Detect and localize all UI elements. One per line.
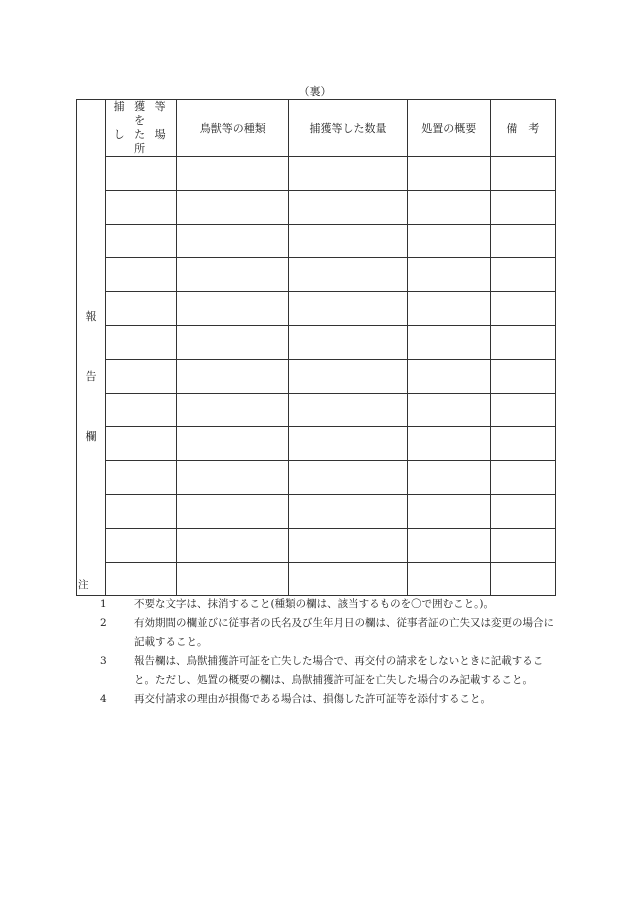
table-cell[interactable] bbox=[407, 258, 490, 292]
table-row bbox=[77, 190, 556, 224]
table-cell[interactable] bbox=[289, 393, 407, 427]
table-cell[interactable] bbox=[289, 157, 407, 191]
table-cell[interactable] bbox=[106, 494, 177, 528]
table-cell[interactable] bbox=[490, 528, 555, 562]
table-row bbox=[77, 359, 556, 393]
side-label-char: 報 bbox=[85, 309, 97, 323]
table-cell[interactable] bbox=[407, 325, 490, 359]
table-cell[interactable] bbox=[407, 224, 490, 258]
notes-section bbox=[78, 576, 558, 709]
report-side-label bbox=[77, 157, 106, 596]
table-cell[interactable] bbox=[177, 528, 289, 562]
table-cell[interactable] bbox=[407, 461, 490, 495]
table-row bbox=[77, 427, 556, 461]
table-cell[interactable] bbox=[106, 325, 177, 359]
note-number: 3 bbox=[100, 655, 107, 667]
table-cell[interactable] bbox=[289, 190, 407, 224]
table-header-row bbox=[77, 100, 556, 157]
table-cell[interactable] bbox=[177, 292, 289, 326]
table-cell[interactable] bbox=[490, 157, 555, 191]
table-cell[interactable] bbox=[106, 393, 177, 427]
table-cell[interactable] bbox=[106, 292, 177, 326]
table-cell[interactable] bbox=[490, 461, 555, 495]
table-cell[interactable] bbox=[289, 325, 407, 359]
note-item bbox=[78, 690, 558, 709]
note-item bbox=[78, 595, 558, 614]
table-cell[interactable] bbox=[490, 224, 555, 258]
side-header-cell bbox=[77, 100, 106, 157]
table-cell[interactable] bbox=[407, 494, 490, 528]
header-species: 鳥獣等の種類 bbox=[177, 100, 289, 157]
note-number: 2 bbox=[100, 617, 107, 629]
notes-list bbox=[78, 595, 558, 709]
table-cell[interactable] bbox=[177, 427, 289, 461]
page-title: （裏） bbox=[298, 85, 332, 98]
table-cell[interactable] bbox=[490, 359, 555, 393]
table-cell[interactable] bbox=[289, 292, 407, 326]
table-row bbox=[77, 393, 556, 427]
table-cell[interactable] bbox=[289, 494, 407, 528]
side-label-char: 告 bbox=[85, 369, 97, 383]
table-cell[interactable] bbox=[289, 427, 407, 461]
note-text: 不要な文字は、抹消すること(種類の欄は、該当するものを〇で囲むこと。)。 bbox=[134, 598, 494, 610]
table-cell[interactable] bbox=[289, 258, 407, 292]
table-cell[interactable] bbox=[490, 292, 555, 326]
table-cell[interactable] bbox=[289, 359, 407, 393]
table-cell[interactable] bbox=[407, 393, 490, 427]
table-cell[interactable] bbox=[106, 258, 177, 292]
table-row bbox=[77, 224, 556, 258]
header-quantity: 捕獲等した数量 bbox=[289, 100, 407, 157]
table-cell[interactable] bbox=[289, 224, 407, 258]
note-item bbox=[78, 614, 558, 652]
note-text: 有効期間の欄並びに従事者の氏名及び生年月日の欄は、従事者証の亡失又は変更の場合に記載すること。 bbox=[134, 617, 554, 648]
table-cell[interactable] bbox=[177, 494, 289, 528]
table-cell[interactable] bbox=[490, 393, 555, 427]
note-number: 1 bbox=[100, 598, 107, 610]
note-text: 再交付請求の理由が損傷である場合は、損傷した許可証等を添付すること。 bbox=[134, 693, 491, 705]
table-cell[interactable] bbox=[106, 157, 177, 191]
note-number: 4 bbox=[100, 693, 107, 705]
table-cell[interactable] bbox=[106, 528, 177, 562]
table-cell[interactable] bbox=[407, 528, 490, 562]
table-cell[interactable] bbox=[407, 157, 490, 191]
table-cell[interactable] bbox=[490, 325, 555, 359]
table-cell[interactable] bbox=[177, 190, 289, 224]
notes-heading: 注 bbox=[78, 579, 89, 591]
table-row bbox=[77, 157, 556, 191]
table-cell[interactable] bbox=[407, 292, 490, 326]
table-cell[interactable] bbox=[106, 427, 177, 461]
table-cell[interactable] bbox=[490, 258, 555, 292]
table-row bbox=[77, 528, 556, 562]
table-cell[interactable] bbox=[407, 427, 490, 461]
table-cell[interactable] bbox=[490, 190, 555, 224]
header-place-line2: し た 場 所 bbox=[113, 128, 169, 155]
table-cell[interactable] bbox=[177, 258, 289, 292]
table-cell[interactable] bbox=[106, 224, 177, 258]
table-cell[interactable] bbox=[106, 461, 177, 495]
table-cell[interactable] bbox=[177, 359, 289, 393]
side-label-char: 欄 bbox=[85, 429, 97, 443]
header-disposition: 処置の概要 bbox=[407, 100, 490, 157]
note-item bbox=[78, 652, 558, 690]
table-cell[interactable] bbox=[177, 461, 289, 495]
header-remarks: 備 考 bbox=[490, 100, 555, 157]
table-cell[interactable] bbox=[407, 190, 490, 224]
table-row bbox=[77, 461, 556, 495]
table-cell[interactable] bbox=[106, 359, 177, 393]
table-cell[interactable] bbox=[177, 224, 289, 258]
header-place bbox=[106, 100, 177, 157]
table-row bbox=[77, 258, 556, 292]
table-cell[interactable] bbox=[177, 325, 289, 359]
table-row bbox=[77, 494, 556, 528]
table-row bbox=[77, 325, 556, 359]
table-row bbox=[77, 292, 556, 326]
report-table bbox=[76, 99, 556, 596]
table-cell[interactable] bbox=[490, 494, 555, 528]
table-cell[interactable] bbox=[106, 190, 177, 224]
table-cell[interactable] bbox=[289, 528, 407, 562]
table-cell[interactable] bbox=[177, 157, 289, 191]
table-cell[interactable] bbox=[177, 393, 289, 427]
table-cell[interactable] bbox=[289, 461, 407, 495]
note-text: 報告欄は、鳥獣捕獲許可証を亡失した場合で、再交付の請求をしないときに記載すること。ただし、処置の概要の欄は、鳥獣捕獲許可証を亡失した場合のみ記載すること。 bbox=[134, 655, 544, 686]
header-place-line1: 捕 獲 等 を bbox=[113, 100, 169, 127]
table-cell[interactable] bbox=[407, 359, 490, 393]
table-cell[interactable] bbox=[490, 427, 555, 461]
